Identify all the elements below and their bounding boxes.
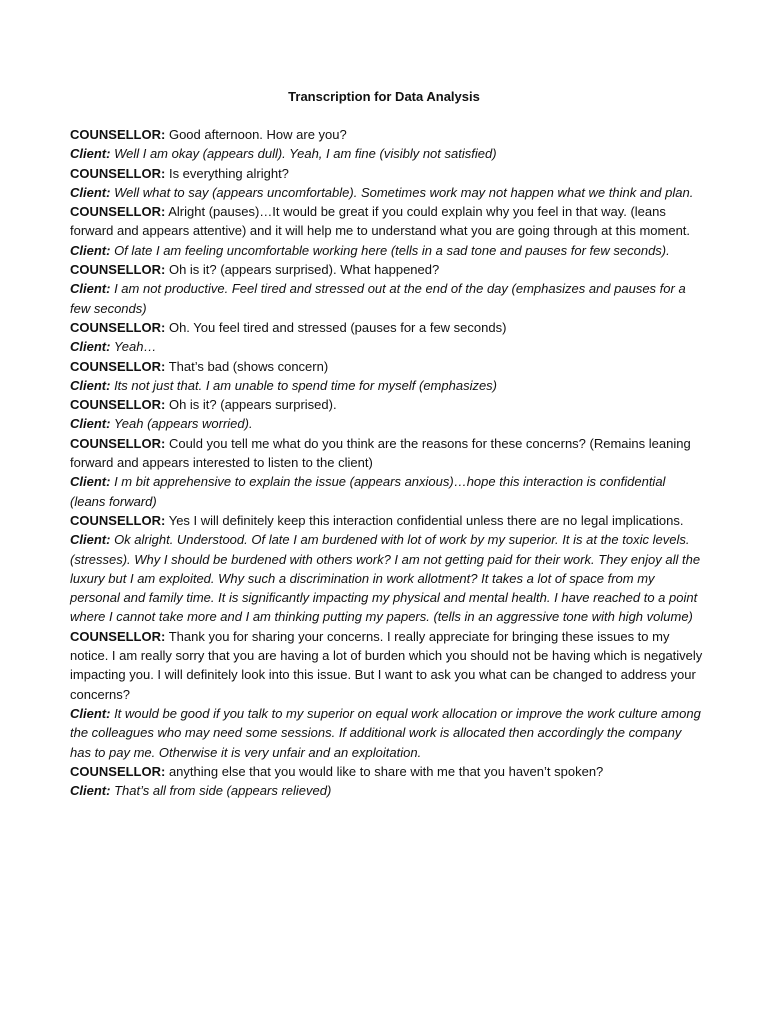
counsellor-turn (70, 762, 704, 781)
counsellor-turn (70, 318, 704, 337)
counsellor-speaker-label: COUNSELLOR: (70, 262, 166, 278)
client-speaker-label: Client: (70, 532, 111, 548)
client-turn (70, 241, 704, 260)
counsellor-turn (70, 202, 704, 241)
counsellor-utterance: Alright (pauses)…It would be great if you could explain why you feel in that way. (leans forward and appears attentive) and it will help me to understand what you are going through at this moment. (70, 204, 691, 239)
client-turn (70, 144, 704, 163)
client-utterance: Well I am okay (appears dull). Yeah, I am fine (visibly not satisfied) (110, 146, 497, 162)
counsellor-speaker-label: COUNSELLOR: (70, 358, 166, 374)
client-turn (70, 414, 704, 433)
counsellor-speaker-label: COUNSELLOR: (70, 319, 166, 335)
client-turn (70, 337, 704, 356)
client-utterance: I am not productive. Feel tired and stressed out at the end of the day (emphasizes and pauses for a few seconds) (70, 281, 686, 316)
counsellor-utterance: Thank you for sharing your concerns. I really appreciate for bringing these issues to my notice. I am really sorry that you are having a lot of burden which you should not be having which is negatively impacting you. I will definitely look into this issue. But I want to ask you what can be changed to address your concerns? (70, 628, 703, 702)
client-turn (70, 183, 704, 202)
client-utterance: Of late I am feeling uncomfortable working here (tells in a sad tone and pauses for few seconds). (110, 242, 670, 258)
client-speaker-label: Client: (70, 783, 111, 799)
counsellor-utterance: Yes I will definitely keep this interaction confidential unless there are no legal implications. (165, 512, 684, 528)
client-utterance: I m bit apprehensive to explain the issue (appears anxious)…hope this interaction is confidential (leans forward) (70, 474, 666, 509)
transcript-body (70, 125, 704, 800)
client-turn (70, 704, 704, 762)
client-turn (70, 376, 704, 395)
client-turn (70, 530, 704, 626)
client-turn (70, 279, 704, 318)
client-speaker-label: Client: (70, 339, 111, 355)
client-turn (70, 472, 704, 511)
counsellor-turn (70, 260, 704, 279)
client-utterance: That’s all from side (appears relieved) (110, 783, 332, 799)
client-speaker-label: Client: (70, 281, 111, 297)
counsellor-speaker-label: COUNSELLOR: (70, 397, 166, 413)
counsellor-turn (70, 511, 704, 530)
counsellor-utterance: anything else that you would like to share with me that you haven’t spoken? (165, 763, 604, 779)
client-speaker-label: Client: (70, 377, 111, 393)
counsellor-speaker-label: COUNSELLOR: (70, 127, 166, 142)
client-utterance: Ok alright. Understood. Of late I am burdened with lot of work by my superior. It is at the toxic levels. (stresses). Why I should be burdened with others work? I am not getting paid for their work. They enjoy all the luxury but I am exploited. Why such a discrimination in work allotment? It takes a lot of space from my personal and family time. It is significantly impacting my physical and mental health. I have reached to a point where I cannot take more and I am thinking putting my papers. (tells in an aggressive tone with high volume) (70, 532, 701, 625)
counsellor-utterance: Oh is it? (appears surprised). (165, 397, 337, 413)
counsellor-turn (70, 395, 704, 414)
counsellor-turn (70, 434, 704, 473)
counsellor-speaker-label: COUNSELLOR: (70, 204, 166, 220)
client-utterance: Well what to say (appears uncomfortable). Sometimes work may not happen what we think and plan. (110, 184, 694, 200)
counsellor-speaker-label: COUNSELLOR: (70, 165, 166, 181)
client-speaker-label: Client: (70, 416, 111, 432)
counsellor-utterance: Is everything alright? (165, 165, 289, 181)
client-utterance: Yeah (appears worried). (110, 416, 253, 432)
client-utterance: It would be good if you talk to my superior on equal work allocation or improve the work culture among the colleagues who may need some sessions. If additional work is allocated then accordingly the company has to pay me. Otherwise it is very unfair and an exploitation. (70, 705, 701, 760)
counsellor-speaker-label: COUNSELLOR: (70, 763, 166, 779)
client-speaker-label: Client: (70, 184, 111, 200)
counsellor-utterance: Oh is it? (appears surprised). What happened? (165, 262, 440, 278)
counsellor-turn (70, 627, 704, 704)
counsellor-utterance: Good afternoon. How are you? (165, 127, 347, 142)
counsellor-utterance: Could you tell me what do you think are the reasons for these concerns? (Remains leaning forward and appears interested to listen to the client) (70, 435, 691, 471)
counsellor-speaker-label: COUNSELLOR: (70, 628, 166, 644)
client-turn (70, 781, 704, 800)
client-speaker-label: Client: (70, 705, 111, 721)
client-speaker-label: Client: (70, 146, 111, 162)
counsellor-turn (70, 125, 704, 144)
client-utterance: Yeah… (110, 339, 157, 355)
counsellor-turn (70, 164, 704, 183)
client-utterance: Its not just that. I am unable to spend time for myself (emphasizes) (110, 377, 498, 393)
counsellor-utterance: Oh. You feel tired and stressed (pauses for a few seconds) (165, 319, 507, 335)
client-speaker-label: Client: (70, 242, 111, 258)
counsellor-speaker-label: COUNSELLOR: (70, 435, 166, 451)
counsellor-turn (70, 357, 704, 376)
counsellor-speaker-label: COUNSELLOR: (70, 512, 166, 528)
client-speaker-label: Client: (70, 474, 111, 490)
document-title: Transcription for Data Analysis (288, 89, 480, 104)
counsellor-utterance: That’s bad (shows concern) (165, 358, 329, 374)
